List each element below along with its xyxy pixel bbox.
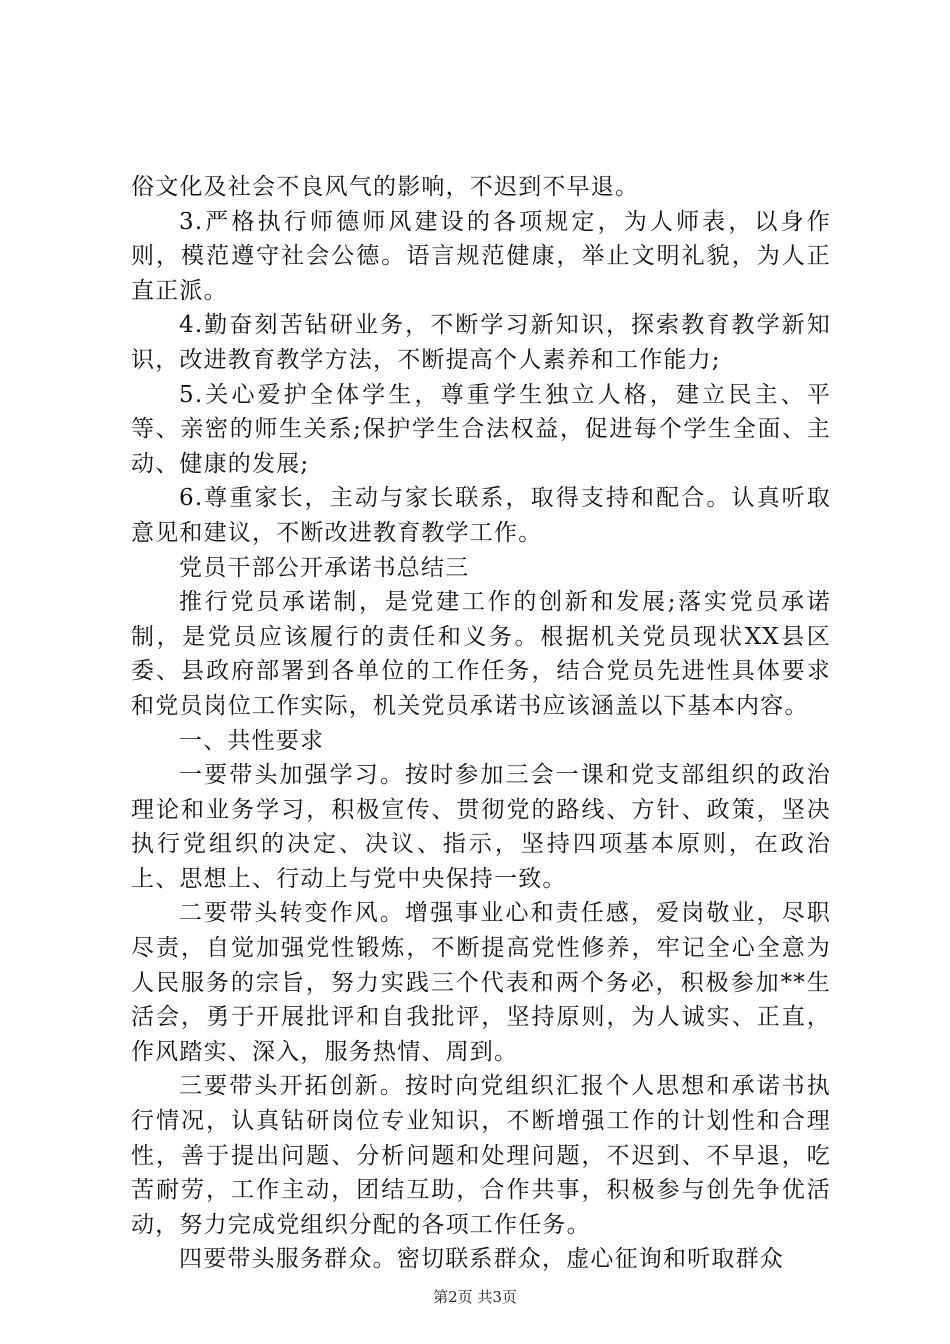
paragraph-item-3: 3.严格执行师德师风建设的各项规定，为人师表，以身作则，模范遵守社会公德。语言规范健康，举止文明礼貌，为人正直正派。 <box>131 208 831 304</box>
document-body <box>131 170 831 1277</box>
section-title: 党员干部公开承诺书总结三 <box>179 554 470 581</box>
paragraph-item-5: 5.关心爱护全体学生，尊重学生独立人格，建立民主、平等、亲密的师生关系;保护学生合法权益，促进每个学生全面、主动、健康的发展; <box>131 381 831 477</box>
paragraph-requirement-2: 二要带头转变作风。增强事业心和责任感，爱岗敬业，尽职尽责，自觉加强党性锻炼，不断提高党性修养，牢记全心全意为人民服务的宗旨，努力实践三个代表和两个务必，积极参加**生活会，勇于开展批评和自我批评，坚持原则，为人诚实、正直，作风踏实、深入，服务热情、周到。 <box>131 900 831 1065</box>
paragraph-intro: 推行党员承诺制，是党建工作的创新和发展;落实党员承诺制，是党员应该履行的责任和义务。根据机关党员现状XX县区委、县政府部署到各单位的工作任务，结合党员先进性具体要求和党员岗位工作实际，机关党员承诺书应该涵盖以下基本内容。 <box>131 589 831 719</box>
paragraph-continuation: 俗文化及社会不良风气的影响，不迟到不早退。 <box>131 174 640 200</box>
paragraph-item-6: 6.尊重家长，主动与家长联系，取得支持和配合。认真听取意见和建议，不断改进教育教学工作。 <box>131 485 831 546</box>
paragraph-item-4: 4.勤奋刻苦钻研业务，不断学习新知识，探索教育教学新知识，改进教育教学方法，不断提高个人素养和工作能力; <box>131 312 831 373</box>
paragraph-requirement-4: 四要带头服务群众。密切联系群众，虚心征询和听取群众 <box>179 1246 784 1273</box>
paragraph-requirement-1: 一要带头加强学习。按时参加三会一课和党支部组织的政治理论和业务学习，积极宣传、贯彻党的路线、方针、政策，坚决执行党组织的决定、决议、指示，坚持四项基本原则，在政治上、思想上、行动上与党中央保持一致。 <box>131 762 831 892</box>
paragraph-requirement-3: 三要带头开拓创新。按时向党组织汇报个人思想和承诺书执行情况，认真钻研岗位专业知识，不断增强工作的计划性和合理性，善于提出问题、分析问题和处理问题，不迟到、不早退，吃苦耐劳，工作主动，团结互助，合作共事，积极参与创先争优活动，努力完成党组织分配的各项工作任务。 <box>131 1073 831 1238</box>
page-number-footer: 第2页 共3页 <box>433 1288 517 1306</box>
section-heading: 一、共性要求 <box>179 727 325 754</box>
